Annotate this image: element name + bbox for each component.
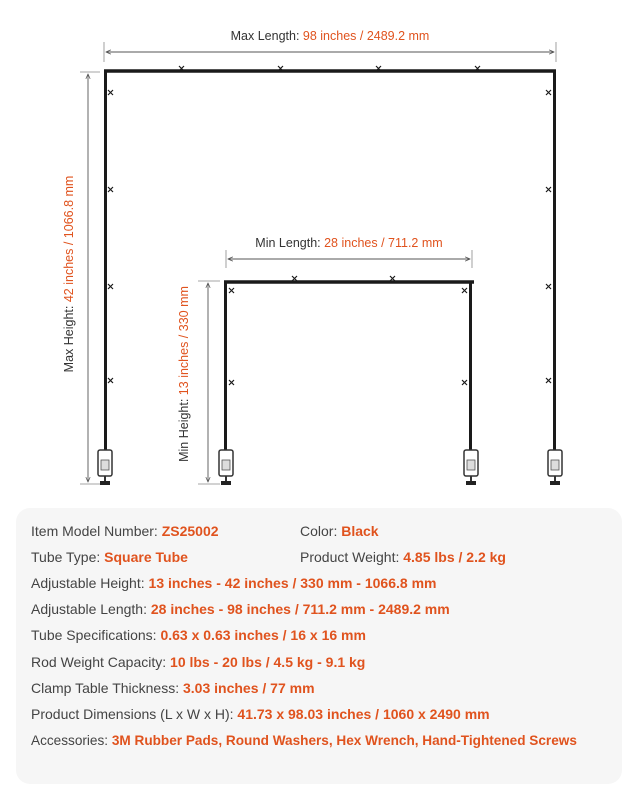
adjustable-length-value: 28 inches - 98 inches / 711.2 mm - 2489.2 mm — [150, 601, 450, 617]
model-value: ZS25002 — [161, 523, 219, 539]
accessories-value: 3M Rubber Pads, Round Washers, Hex Wrench, Hand-Tightened Screws — [111, 733, 577, 748]
spec-rod-capacity: Rod Weight Capacity: 10 lbs - 20 lbs / 4.5 kg - 9.1 kg — [31, 654, 366, 670]
clamp-left-small — [219, 450, 233, 485]
spec-clamp-thickness: Clamp Table Thickness: 3.03 inches / 77 mm — [31, 680, 315, 696]
color-value: Black — [341, 523, 379, 539]
spec-accessories: Accessories: 3M Rubber Pads, Round Washers, Hex Wrench, Hand-Tightened Screws — [31, 733, 577, 748]
specs-panel — [16, 508, 622, 784]
max-height-label: Max Height: 42 inches / 1066.8 mm — [62, 175, 76, 373]
min-length-label: Min Length: 28 inches / 711.2 mm — [255, 236, 443, 250]
weight-value: 4.85 lbs / 2.2 kg — [403, 549, 506, 565]
tube-type-value: Square Tube — [104, 549, 188, 565]
spec-tube-type: Tube Type: Square Tube — [31, 549, 188, 565]
max-length-dimension — [104, 29, 556, 62]
small-frame — [224, 276, 474, 452]
rod-capacity-value: 10 lbs - 20 lbs / 4.5 kg - 9.1 kg — [170, 654, 366, 670]
spec-tube-specifications: Tube Specifications: 0.63 x 0.63 inches / 16 x 16 mm — [31, 627, 366, 643]
spec-color: Color: Black — [300, 523, 379, 539]
dimensions-value: 41.73 x 98.03 inches / 1060 x 2490 mm — [237, 706, 490, 722]
tube-specifications-value: 0.63 x 0.63 inches / 16 x 16 mm — [160, 627, 366, 643]
spec-weight: Product Weight: 4.85 lbs / 2.2 kg — [300, 549, 506, 565]
min-height-label: Min Height: 13 inches / 330 mm — [177, 286, 191, 462]
spec-adjustable-length: Adjustable Length: 28 inches - 98 inches / 711.2 mm - 2489.2 mm — [31, 601, 450, 617]
max-length-label: Max Length: 98 inches / 2489.2 mm — [230, 29, 430, 43]
spec-adjustable-height: Adjustable Height: 13 inches - 42 inches / 330 mm - 1066.8 mm — [31, 575, 437, 591]
clamp-thickness-value: 3.03 inches / 77 mm — [183, 680, 315, 696]
spec-dimensions: Product Dimensions (L x W x H): 41.73 x 98.03 inches / 1060 x 2490 mm — [31, 706, 490, 722]
min-height-dimension — [177, 281, 220, 484]
clamp-right-large — [548, 450, 562, 485]
clamp-right-small — [464, 450, 478, 485]
clamp-left-large — [98, 450, 112, 485]
spec-model: Item Model Number: ZS25002 — [31, 523, 219, 539]
adjustable-height-value: 13 inches - 42 inches / 330 mm - 1066.8 mm — [148, 575, 437, 591]
max-height-dimension — [62, 72, 100, 484]
min-length-dimension — [226, 236, 472, 268]
